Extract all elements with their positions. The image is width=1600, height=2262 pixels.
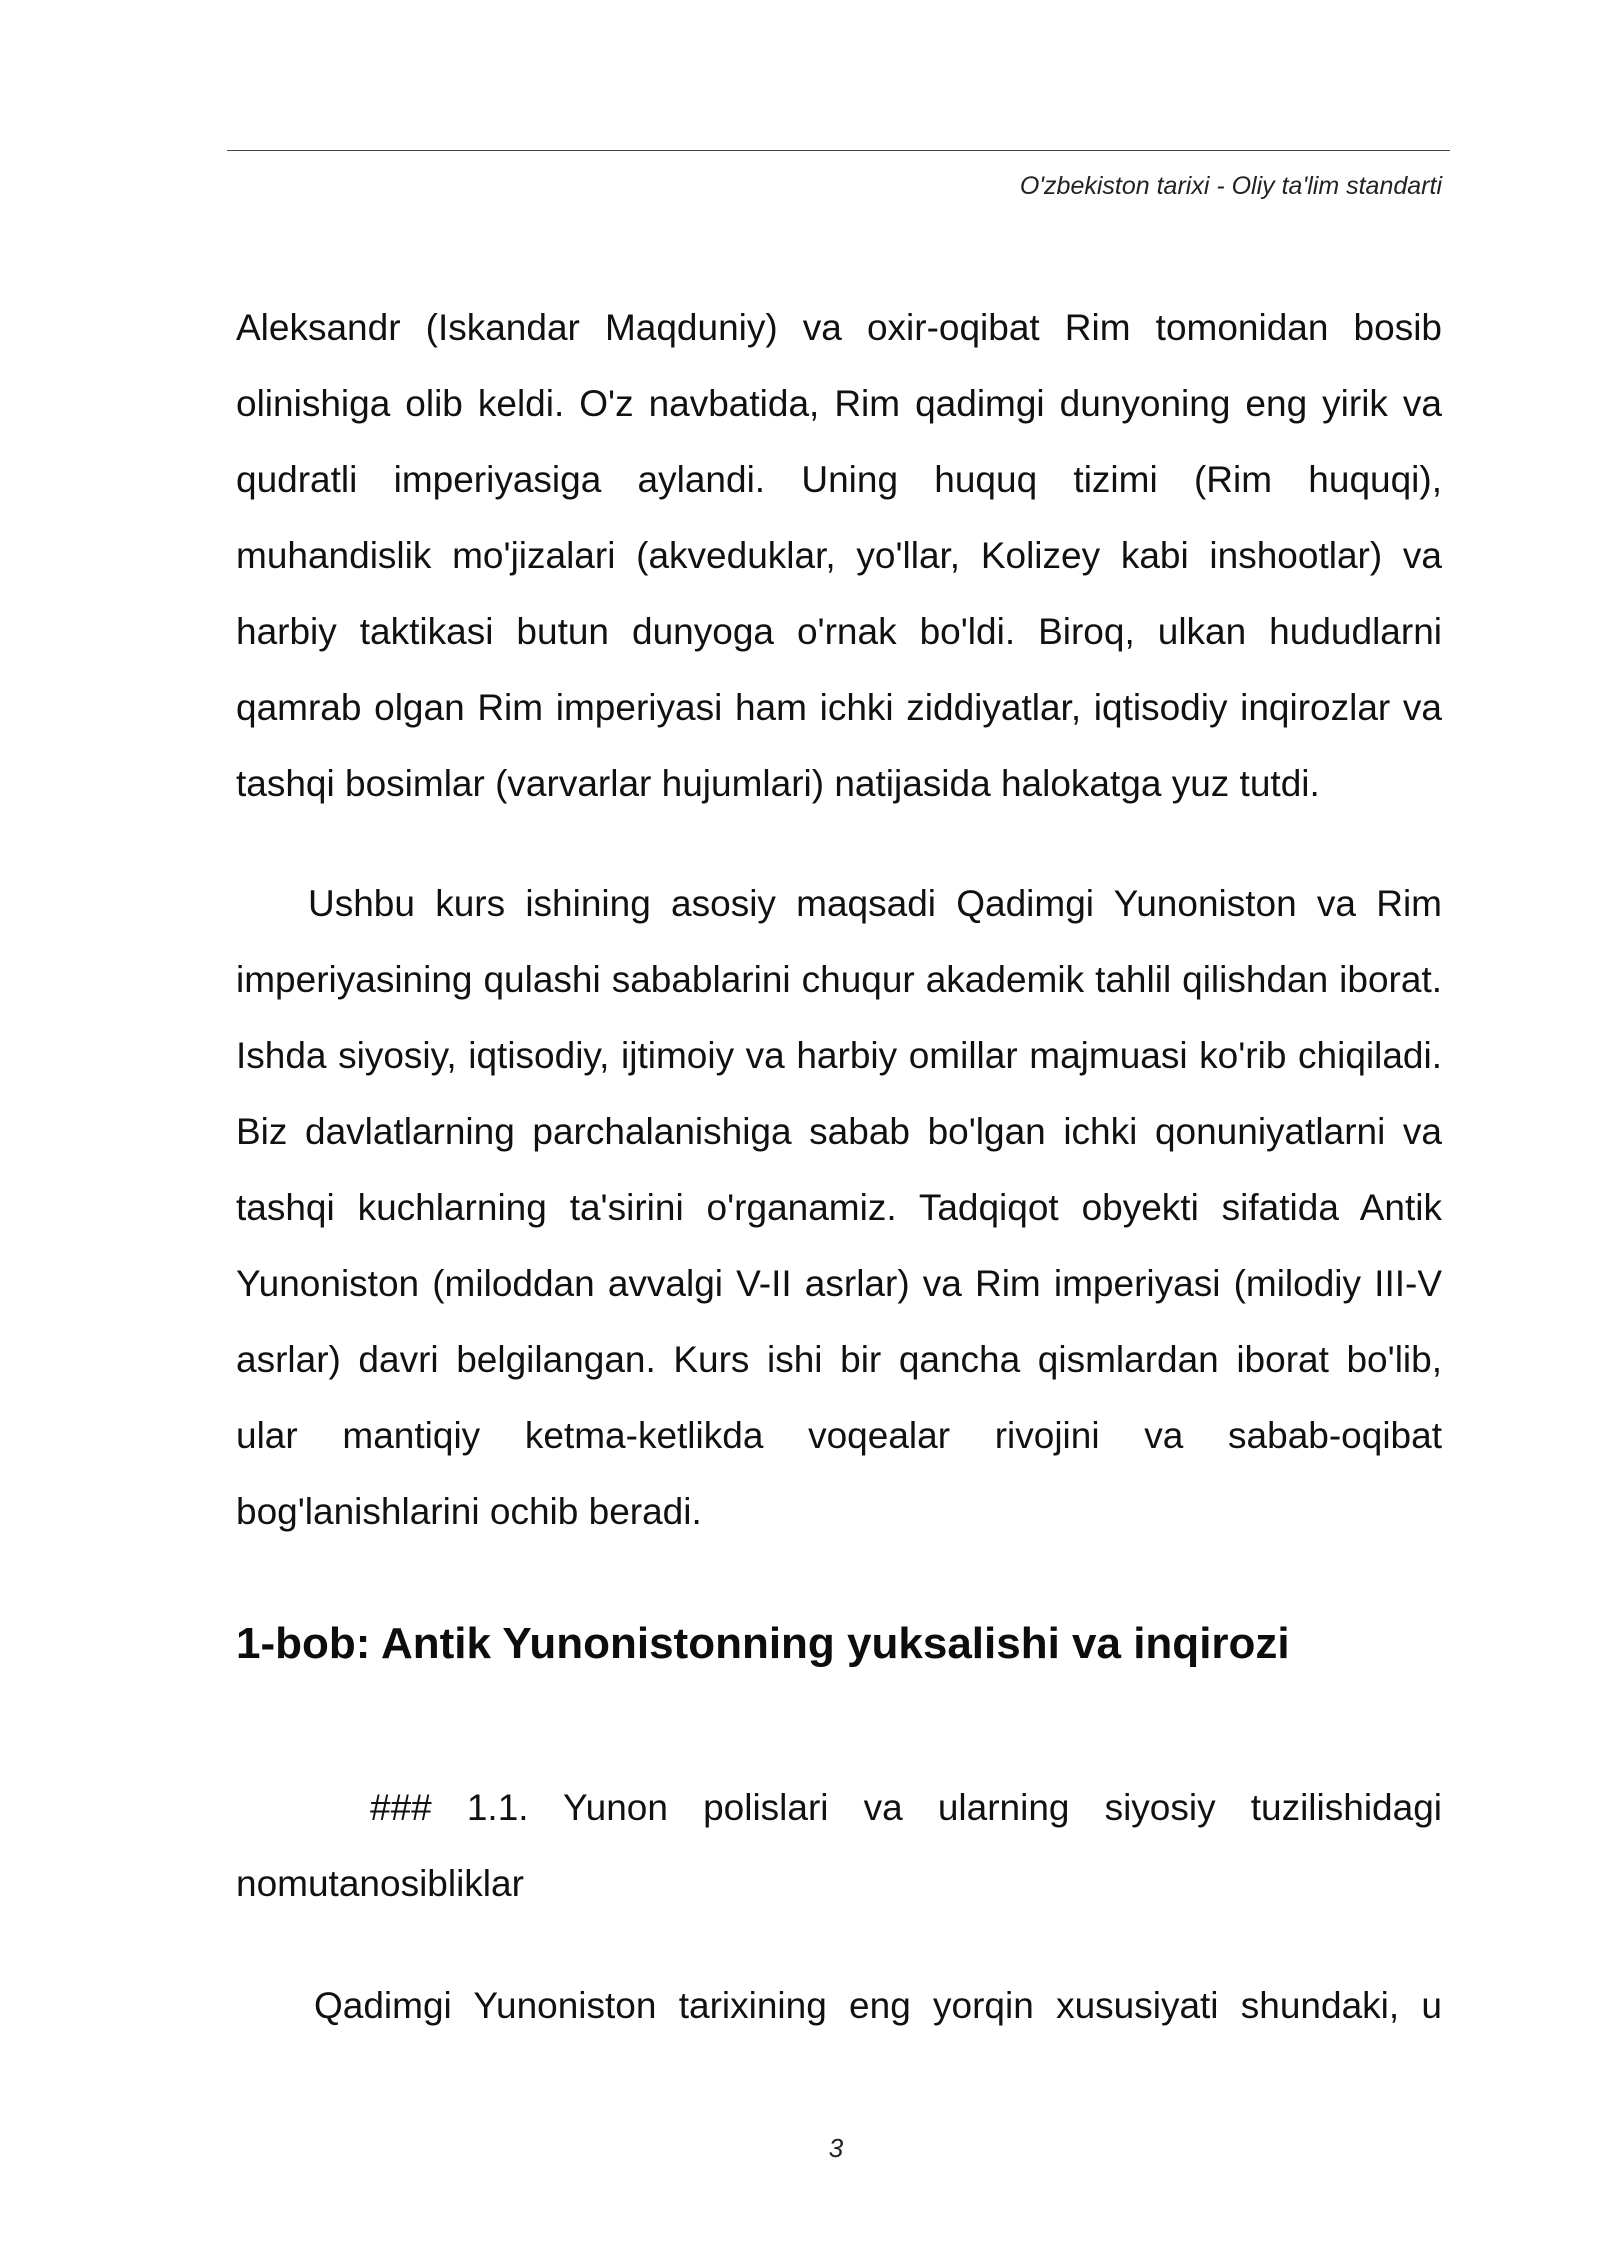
- running-header: O'zbekiston tarixi - Oliy ta'lim standarti: [1019, 172, 1442, 200]
- body-paragraph-start: Qadimgi Yunoniston tarixining eng yorqin xususiyati shundaki, u: [314, 1985, 1442, 2026]
- page-body: [236, 290, 1442, 2044]
- body-paragraph: Ushbu kurs ishining asosiy maqsadi Qadimgi Yunoniston va Rim imperiyasining qulashi sabablarini chuqur akademik tahlil qilishdan iborat. Ishda siyosiy, iqtisodiy, ijtimoiy va harbiy omillar majmuasi ko'rib chiqiladi. Biz davlatlarning parchalanishiga sabab bo'lgan ichki qonuniyatlarni va tashqi kuchlarning ta'sirini o'rganamiz. Tadqiqot obyekti sifatida Antik Yunoniston (miloddan avvalgi V-II asrlar) va Rim imperiyasi (milodiy III-V asrlar) davri belgilangan. Kurs ishi bir qancha qismlardan iborat bo'lib, ular mantiqiy ketma-ketlikda voqealar rivojini va sabab-oqibat bog'lanishlarini ochib beradi.: [236, 883, 1442, 1532]
- page-number: 3: [828, 2133, 844, 2163]
- header-rule: [227, 150, 1450, 151]
- body-paragraph: Aleksandr (Iskandar Maqduniy) va oxir-oqibat Rim tomonidan bosib olinishiga olib keldi. O'z navbatida, Rim qadimgi dunyoning eng yirik va qudratli imperiyasiga aylandi. Uning huquq tizimi (Rim huquqi), muhandislik mo'jizalari (akveduklar, yo'llar, Kolizey kabi inshootlar) va harbiy taktikasi butun dunyoga o'rnak bo'ldi. Biroq, ulkan hududlarni qamrab olgan Rim imperiyasi ham ichki ziddiyatlar, iqtisodiy inqirozlar va tashqi bosimlar (varvarlar hujumlari) natijasida halokatga yuz tutdi.: [236, 307, 1442, 804]
- subsection-heading: ### 1.1. Yunon polislari va ularning siyosiy tuzilishidagi nomutanosibliklar: [236, 1787, 1442, 1904]
- chapter-heading: 1-bob: Antik Yunonistonning yuksalishi va inqirozi: [236, 1619, 1290, 1668]
